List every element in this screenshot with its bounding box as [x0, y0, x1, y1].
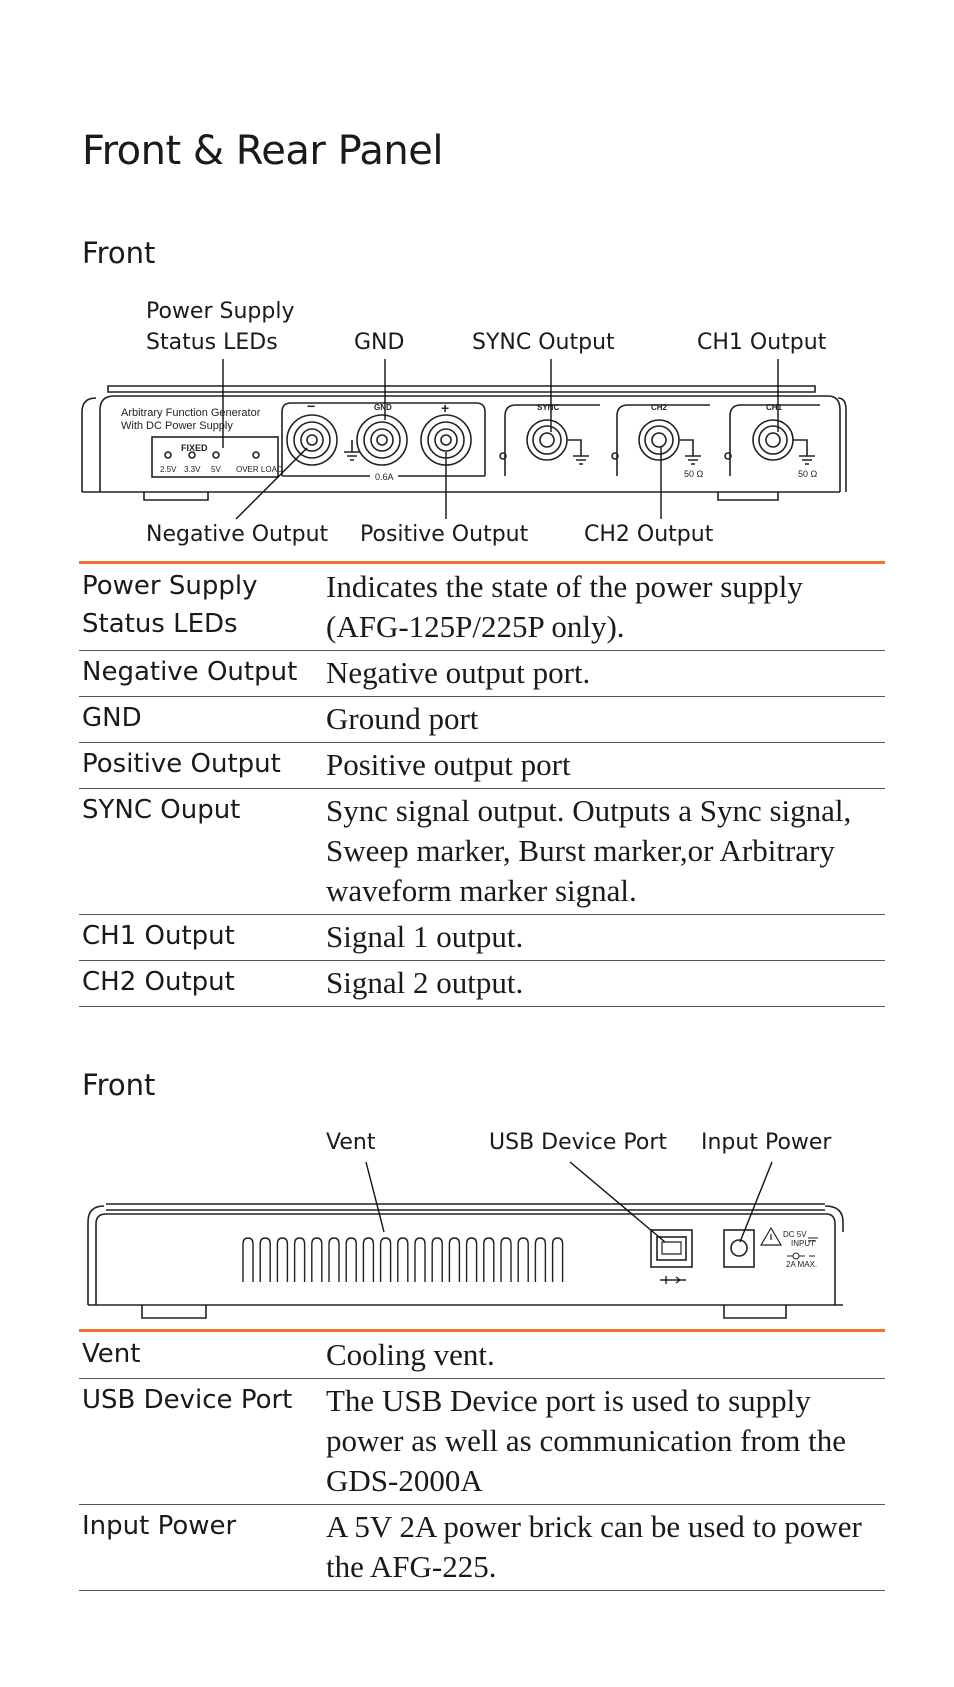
panel-dc-line3: 2A MAX.	[786, 1260, 818, 1269]
led-label-5v: 5V	[211, 465, 221, 474]
term-cell: CH2 Output	[79, 961, 323, 1007]
panel-ch1: CH1	[766, 403, 783, 412]
rear-foot-right	[724, 1305, 786, 1318]
front-leader-lines	[223, 359, 778, 519]
panel-ch2: CH2	[651, 403, 668, 412]
term-cell: SYNC Ouput	[79, 789, 323, 915]
desc-cell: Sync signal output. Outputs a Sync signal, Sweep marker, Burst marker,or Arbitrary waveform marker signal.	[323, 789, 885, 915]
vent-slot	[535, 1238, 545, 1282]
term-cell: Power Supply Status LEDs	[79, 564, 323, 651]
vent-slot	[467, 1238, 477, 1282]
front-foot-left	[144, 492, 208, 500]
vent-slot	[277, 1238, 287, 1282]
term-cell: Positive Output	[79, 743, 323, 789]
led-label-2-5v: 2.5V	[160, 465, 177, 474]
table-row	[79, 1379, 885, 1505]
desc-cell: Positive output port	[323, 743, 885, 789]
desc-cell: Negative output port.	[323, 651, 885, 697]
table-row	[79, 1505, 885, 1591]
panel-model-line2: With DC Power Supply	[121, 420, 233, 432]
vent-slot	[381, 1238, 391, 1282]
rear-spec-table	[79, 1332, 885, 1591]
led-2-5v	[165, 452, 171, 458]
desc-cell: The USB Device port is used to supply power as well as communication from the GDS-2000A	[323, 1379, 885, 1505]
vent-slot	[260, 1238, 270, 1282]
panel-gnd: GND	[374, 403, 392, 412]
callout-gnd: GND	[354, 330, 405, 355]
term-cell: Negative Output	[79, 651, 323, 697]
callout-power: Input Power	[701, 1130, 832, 1155]
desc-cell: Signal 2 output.	[323, 961, 885, 1007]
callout-sync: SYNC Output	[472, 330, 615, 355]
callout-positive: Positive Output	[360, 522, 529, 547]
vent-slot	[312, 1238, 322, 1282]
led-5v	[213, 452, 219, 458]
vent-slot	[346, 1238, 356, 1282]
panel-ohm-ch1: 50 Ω	[798, 469, 818, 479]
panel-fixed: FIXED	[181, 443, 208, 453]
term-cell: Input Power	[79, 1505, 323, 1591]
term-cell: Vent	[79, 1332, 323, 1379]
vent-slot	[329, 1238, 339, 1282]
term-cell: USB Device Port	[79, 1379, 323, 1505]
vent-slot	[432, 1238, 442, 1282]
vent-slot	[501, 1238, 511, 1282]
rear-leader-lines	[366, 1162, 772, 1242]
table-row	[79, 564, 885, 651]
panel-current: 0.6A	[375, 472, 394, 482]
vent-slot	[363, 1238, 373, 1282]
desc-cell: Indicates the state of the power supply (AFG-125P/225P only).	[323, 564, 885, 651]
vent-slot	[295, 1238, 305, 1282]
dc-power-jack	[724, 1230, 754, 1267]
panel-ohm-ch2: 50 Ω	[684, 469, 704, 479]
rear-foot-left	[142, 1305, 206, 1318]
rear-section-title: Front	[82, 1068, 156, 1102]
callout-ch1: CH1 Output	[697, 330, 827, 355]
table-row	[79, 1332, 885, 1379]
page-title: Front & Rear Panel	[82, 128, 443, 174]
vent-slot	[484, 1238, 494, 1282]
callout-usb: USB Device Port	[489, 1130, 667, 1155]
vent-slot	[398, 1238, 408, 1282]
vent-slot	[415, 1238, 425, 1282]
front-panel-top-edge	[108, 386, 815, 392]
panel-dc-line1: DC 5V	[783, 1230, 807, 1239]
table-row	[79, 651, 885, 697]
term-cell: GND	[79, 697, 323, 743]
table-row	[79, 697, 885, 743]
led-overload	[253, 452, 259, 458]
panel-dc-line2: INPUT	[791, 1239, 815, 1248]
desc-cell: Cooling vent.	[323, 1332, 885, 1379]
panel-minus: −	[307, 398, 316, 414]
front-section-title: Front	[82, 236, 156, 270]
callout-ch2: CH2 Output	[584, 522, 714, 547]
term-cell: CH1 Output	[79, 915, 323, 961]
vent-slot	[243, 1238, 253, 1282]
panel-model-line1: Arbitrary Function Generator	[121, 407, 261, 419]
panel-sync: SYNC	[537, 403, 560, 412]
callout-vent: Vent	[326, 1130, 376, 1155]
vent-slot	[518, 1238, 528, 1282]
front-spec-table	[79, 564, 885, 1007]
vent-slots	[243, 1238, 563, 1282]
vent-slot	[449, 1238, 459, 1282]
callout-power-leds: Power Supply Status LEDs	[146, 299, 295, 355]
rear-panel-diagram	[0, 1150, 954, 1330]
desc-cell: A 5V 2A power brick can be used to power the AFG-225.	[323, 1505, 885, 1591]
panel-plus: +	[441, 400, 450, 416]
led-label-overload: OVER LOAD	[236, 465, 283, 474]
desc-cell: Signal 1 output.	[323, 915, 885, 961]
front-panel-diagram	[0, 0, 954, 560]
vent-slot	[553, 1238, 563, 1282]
table-row	[79, 961, 885, 1007]
table-row	[79, 915, 885, 961]
table-row	[79, 743, 885, 789]
table-row	[79, 789, 885, 915]
usb-icon	[660, 1276, 686, 1284]
front-foot-right	[718, 492, 778, 500]
led-label-3-3v: 3.3V	[184, 465, 201, 474]
callout-negative: Negative Output	[146, 522, 329, 547]
desc-cell: Ground port	[323, 697, 885, 743]
